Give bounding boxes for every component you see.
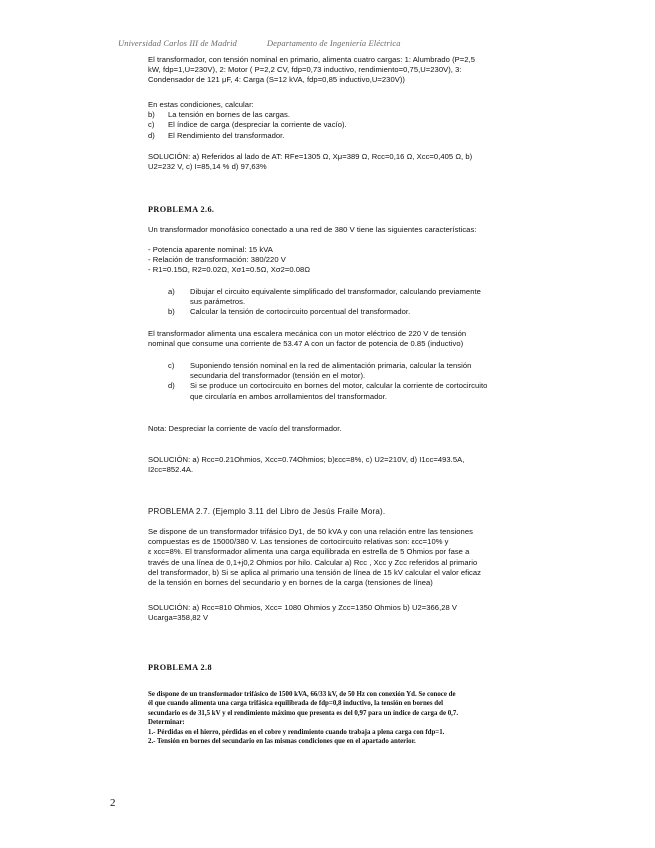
task-item: b) Calcular la tensión de cortocircuito porcentual del transformador. [168, 307, 411, 317]
text-line: del transformador, b) Si se aplica al primario una tensión de línea de 15 kV calcular el valor eficaz [148, 567, 482, 577]
problem-2-7-body [148, 527, 548, 588]
solution-line: Ucarga=358,82 V [148, 613, 209, 623]
problem-2-8-body [148, 683, 548, 754]
problem-2-6-intro: Un transformador monofásico conectado a una red de 380 V tiene las siguientes características: [148, 225, 477, 234]
text-line: él que cuando alimenta una carga trifásica equilibrada de fdp=0,8 inductivo, la tensión en bornes del [148, 700, 444, 708]
problem-2-6-items-cd [148, 361, 548, 402]
intro-solution [148, 152, 548, 172]
problem-2-6-middle [148, 329, 548, 349]
text-line: 1.- Pérdidas en el hierro, pérdidas en el cobre y rendimiento cuando trabaja a plena carga con fdp=1. [148, 728, 445, 736]
problem-2-6-specs [148, 245, 548, 276]
solution-line: SOLUCIÓN: a) Rcc=0.21Ohmios, Xcc=0.74Ohmios; b)εcc=8%, c) U2=210V, d) I1cc=493.5A, [148, 455, 465, 464]
solution-line: SOLUCIÓN: a) Rcc=810 Ohmios, Xcc= 1080 Ohmios y Zcc=1350 Ohmios b) U2=366,28 V [148, 603, 458, 612]
text-line: ε xcc=8%. El transformador alimenta una carga equilibrada en estrella de 5 Ohmios por fase a [148, 547, 470, 557]
calc-block [148, 100, 548, 141]
text-line: de la tensión en bornes del secundario y en bornes de la carga (tensiones de línea) [148, 578, 433, 588]
text-line: kW, fdp=1,U=230V), 2: Motor ( P=2,2 CV, fdp=0,73 inductivo, rendimiento=0,75,U=230V), 3: [148, 65, 462, 75]
intro-paragraph [148, 55, 548, 86]
text-line: nominal que consume una corriente de 53.47 A con un factor de potencia de 0.85 (inductivo) [148, 339, 464, 349]
calc-item: c) El índice de carga (despreciar la corriente de vacío). [148, 120, 347, 130]
problem-2-6-solution [148, 455, 548, 475]
problem-2-8-title: PROBLEMA 2.8 [148, 663, 212, 672]
text-line: Se dispone de un transformador trifásico Dy1, de 50 kVA y con una relación entre las tensiones [148, 527, 473, 536]
spec-line: - Relación de transformación: 380/220 V [148, 255, 286, 265]
page-number: 2 [110, 797, 116, 809]
task-item: c) Suponiendo tensión nominal en la red de alimentación primaria, calcular la tensión secundaria del transformador (tensión en el motor). [168, 361, 472, 381]
text-line: Condensador de 121 μF, 4: Carga (S=12 kVA, fdp=0,85 inductivo,U=230V)) [148, 75, 406, 85]
text-line: secundario es de 31,5 kV y el rendimiento máximo que presenta es del 0,97 para un índice de carga de 0,7. [148, 709, 459, 717]
problem-2-6-items-ab [148, 287, 548, 318]
problem-2-6-note: Nota: Despreciar la corriente de vacío del transformador. [148, 424, 342, 433]
text-line: 2.- Tensión en bornes del secundario en las mismas condiciones que en el apartado anterior. [148, 738, 416, 746]
task-item: a) Dibujar el circuito equivalente simplificado del transformador, calculando previamente sus parámetros. [168, 287, 481, 307]
task-item: d) Si se produce un cortocircuito en bornes del motor, calcular la corriente de cortocircuito que circularía en ambos arrollamientos del transformador. [168, 381, 488, 401]
calc-item: b) La tensión en bornes de las cargas. [148, 110, 291, 120]
spec-line: - Potencia aparente nominal: 15 kVA [148, 245, 273, 254]
solution-line: U2=232 V, c) I=85,14 % d) 97,63% [148, 162, 267, 172]
calc-title: En estas condiciones, calcular: [148, 100, 254, 109]
text-line: Se dispone de un transformador trifásico de 1500 kVA, 66/33 kV, de 50 Hz con conexión Yd. Se conoce de [148, 690, 456, 698]
calc-item: d) El Rendimiento del transformador. [148, 130, 285, 140]
text-line: El transformador alimenta una escalera mecánica con un motor eléctrico de 220 V de tensión [148, 329, 467, 338]
text-line: compuestas es de 15000/380 V. Las tensiones de cortocircuito relativas son: εcc=10% y [148, 537, 449, 547]
university-name: Universidad Carlos III de Madrid [118, 38, 237, 48]
solution-line: SOLUCIÓN: a) Referidos al lado de AT: RFe=1305 Ω, Xμ=389 Ω, Rcc=0,16 Ω, Xcc=0,405 Ω, b) [148, 152, 473, 161]
solution-line: I2cc=852.4A. [148, 465, 194, 475]
department-name: Departamento de Ingeniería Eléctrica [266, 38, 401, 48]
problem-2-6-title: PROBLEMA 2.6. [148, 205, 215, 214]
page-header [118, 38, 401, 48]
intro-block [148, 55, 548, 86]
problem-2-7-title: PROBLEMA 2.7. (Ejemplo 3.11 del Libro de Jesús Fraile Mora). [148, 507, 386, 516]
problem-2-7-solution [148, 603, 548, 623]
text-line: Determinar: [148, 719, 185, 727]
text-line: través de una línea de 0,1+j0,2 Ohmios por hilo. Calcular a) Rcc , Xcc y Zcc referidos al primario [148, 557, 478, 567]
text-line: El transformador, con tensión nominal en primario, alimenta cuatro cargas: 1: Alumbrado (P=2,5 [148, 55, 475, 64]
spec-line: - R1=0.15Ω, R2=0.02Ω, Xσ1=0.5Ω, Xσ2=0.08Ω [148, 265, 311, 275]
